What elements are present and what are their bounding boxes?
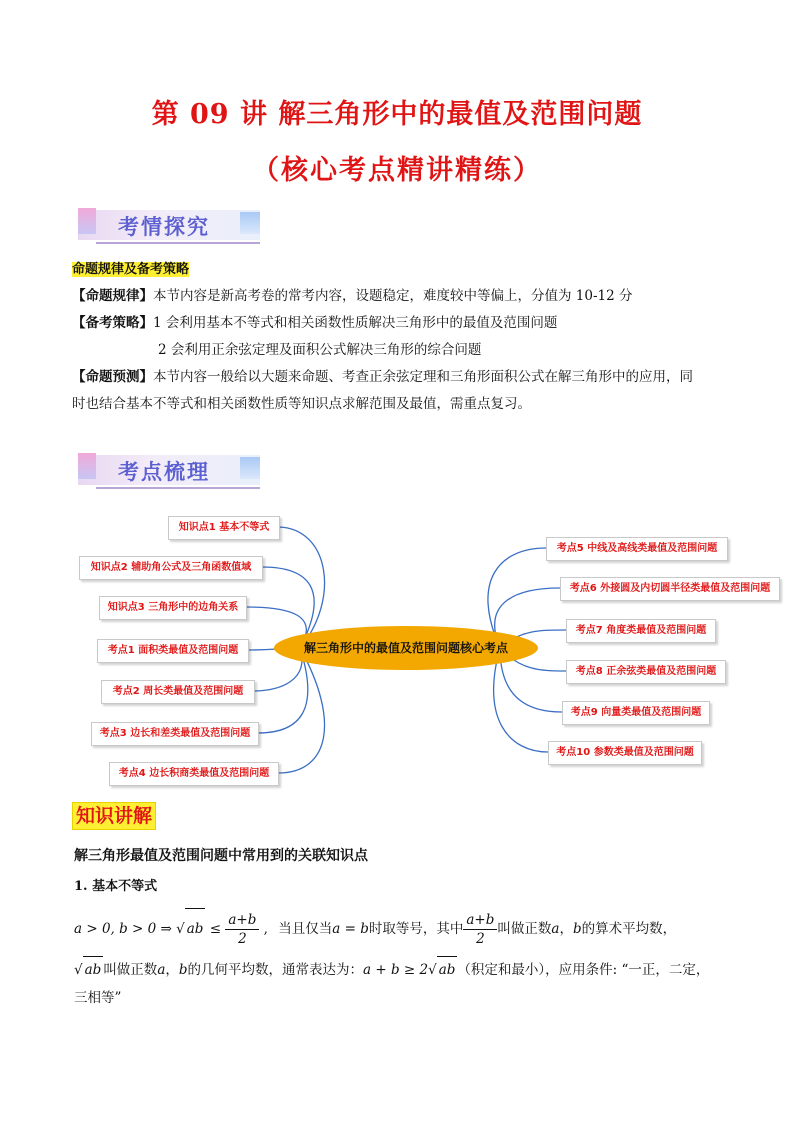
mindmap-node-left-3: 知识点3 三角形中的边角关系 xyxy=(99,596,247,620)
knowledge-section-label: 知识讲解 xyxy=(72,802,156,830)
mindmap-node-left-2: 知识点2 辅助角公式及三角函数值域 xyxy=(79,556,263,580)
banner-label: 考情探究 xyxy=(118,215,210,239)
formula-line-2: √ ab 叫做正数a，b的几何平均数，通常表达为：a + b ≥ 2√ ab （积定和最小），应用条件: “一正，二定， xyxy=(74,956,709,984)
formula-condition: a > 0, b > 0 ⇒ xyxy=(74,921,177,937)
formula-line-1: a > 0, b > 0 ⇒ √ ab ≤ $\frac{a+b}{2}$ , 当且仅当a = b时取等号，其中 $\frac{a+b}{2}$ 叫做正数a，b的算术平均数， xyxy=(74,908,676,949)
section-heading: 命题规律及备考策略 xyxy=(72,262,190,277)
page-subtitle: （核心考点精讲精练） xyxy=(252,155,542,186)
forecast-paragraph-2: 时也结合基本不等式和相关函数性质等知识点求解范围及最值，需重点复习。 xyxy=(72,396,531,412)
forecast-paragraph: 【命题预测】本节内容一般给以大题来命题、考查正余弦定理和三角形面积公式在解三角形中的应用，同 xyxy=(72,369,693,385)
mindmap-node-left-5: 考点2 周长类最值及范围问题 xyxy=(101,680,255,704)
formula-fraction-2: $\frac{a+b}{2}$ xyxy=(463,911,497,948)
mindmap-node-left-7: 考点4 边长积商类最值及范围问题 xyxy=(109,762,279,786)
mindmap-node-right-1: 考点5 中线及高线类最值及范围问题 xyxy=(546,537,728,561)
mindmap-node-left-1: 知识点1 基本不等式 xyxy=(168,516,280,540)
item-title-basic-inequality: 1. 基本不等式 xyxy=(74,879,158,894)
strategy-paragraph: 【备考策略】1 会利用基本不等式和相关函数性质解决三角形中的最值及范围问题 xyxy=(72,315,558,331)
mindmap-node-right-2: 考点6 外接圆及内切圆半径类最值及范围问题 xyxy=(560,577,780,601)
branch-line xyxy=(278,527,325,648)
mindmap-node-right-6: 考点10 参数类最值及范围问题 xyxy=(548,741,702,765)
formula-line-3: 三相等” xyxy=(74,990,122,1006)
mindmap-node-right-4: 考点8 正余弦类最值及范围问题 xyxy=(566,660,726,684)
banner-label: 考点梳理 xyxy=(118,460,210,484)
formula-fraction: $\frac{a+b}{2}$ xyxy=(225,911,259,948)
mindmap-node-right-5: 考点9 向量类最值及范围问题 xyxy=(562,701,710,725)
rule-paragraph: 【命题规律】本节内容是新高考卷的常考内容，设题稳定，难度较中等偏上，分值为 10-12 分 xyxy=(72,288,633,304)
knowledge-subtitle: 解三角形最值及范围问题中常用到的关联知识点 xyxy=(74,848,368,864)
strategy-paragraph-2: 2 会利用正余弦定理及面积公式解决三角形的综合问题 xyxy=(158,342,482,358)
formula-sqrt: ab xyxy=(185,908,206,949)
page-title: 第 09 讲 解三角形中的最值及范围问题 xyxy=(151,99,643,130)
mindmap-center-node: 解三角形中的最值及范围问题核心考点 xyxy=(274,626,538,670)
mindmap-node-right-3: 考点7 角度类最值及范围问题 xyxy=(566,619,716,643)
mindmap-node-left-6: 考点3 边长和差类最值及范围问题 xyxy=(91,722,259,746)
mindmap-node-left-4: 考点1 面积类最值及范围问题 xyxy=(97,639,249,663)
